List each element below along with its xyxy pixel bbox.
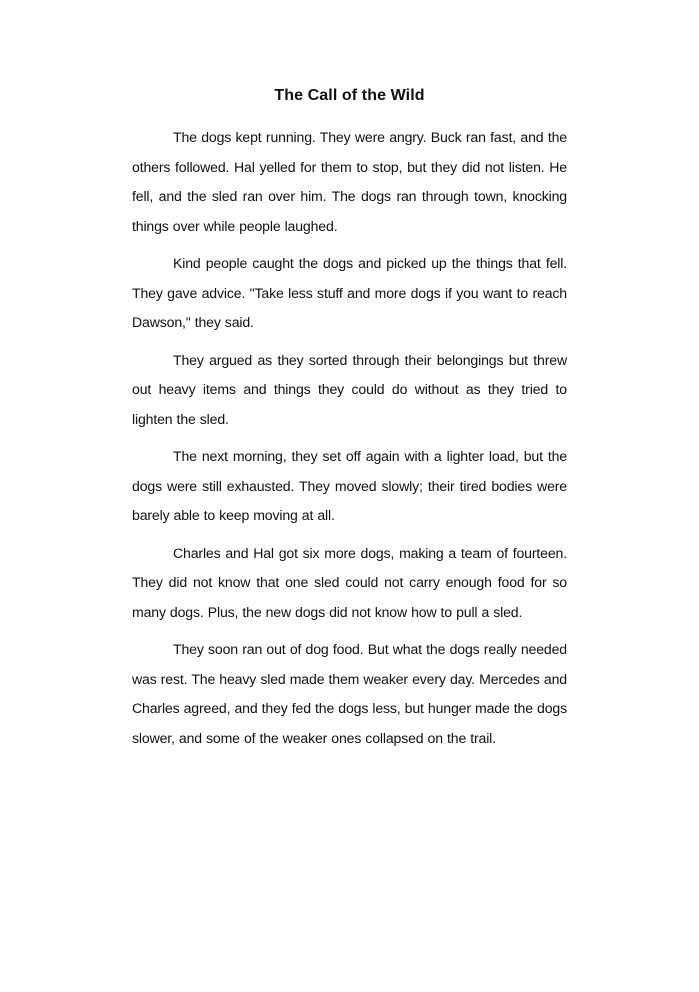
page-title: The Call of the Wild: [274, 87, 425, 104]
paragraph: Kind people caught the dogs and picked up the things that fell. They gave advice. "Take less stuff and more dogs if you want to reach Dawson," they said.: [132, 255, 567, 330]
paragraph: The next morning, they set off again with a lighter load, but the dogs were still exhausted. They moved slowly; their tired bodies were barely able to keep moving at all.: [132, 448, 567, 523]
paragraph: The dogs kept running. They were angry. Buck ran fast, and the others followed. Hal yelled for them to stop, but they did not listen. He fell, and the sled ran over him. The dogs ran through town, knocking things over while people laughed.: [132, 129, 567, 234]
paragraph: They soon ran out of dog food. But what the dogs really needed was rest. The heavy sled made them weaker every day. Mercedes and Charles agreed, and they fed the dogs less, but hunger made the dogs slower, and some of the weaker ones collapsed on the trail.: [132, 641, 567, 746]
document-body: [132, 84, 567, 761]
paragraph: They argued as they sorted through their belongings but threw out heavy items and things they could do without as they tried to lighten the sled.: [132, 351, 567, 427]
paragraph: Charles and Hal got six more dogs, making a team of fourteen. They did not know that one sled could not carry enough food for so many dogs. Plus, the new dogs did not know how to pull a sled.: [132, 544, 567, 620]
